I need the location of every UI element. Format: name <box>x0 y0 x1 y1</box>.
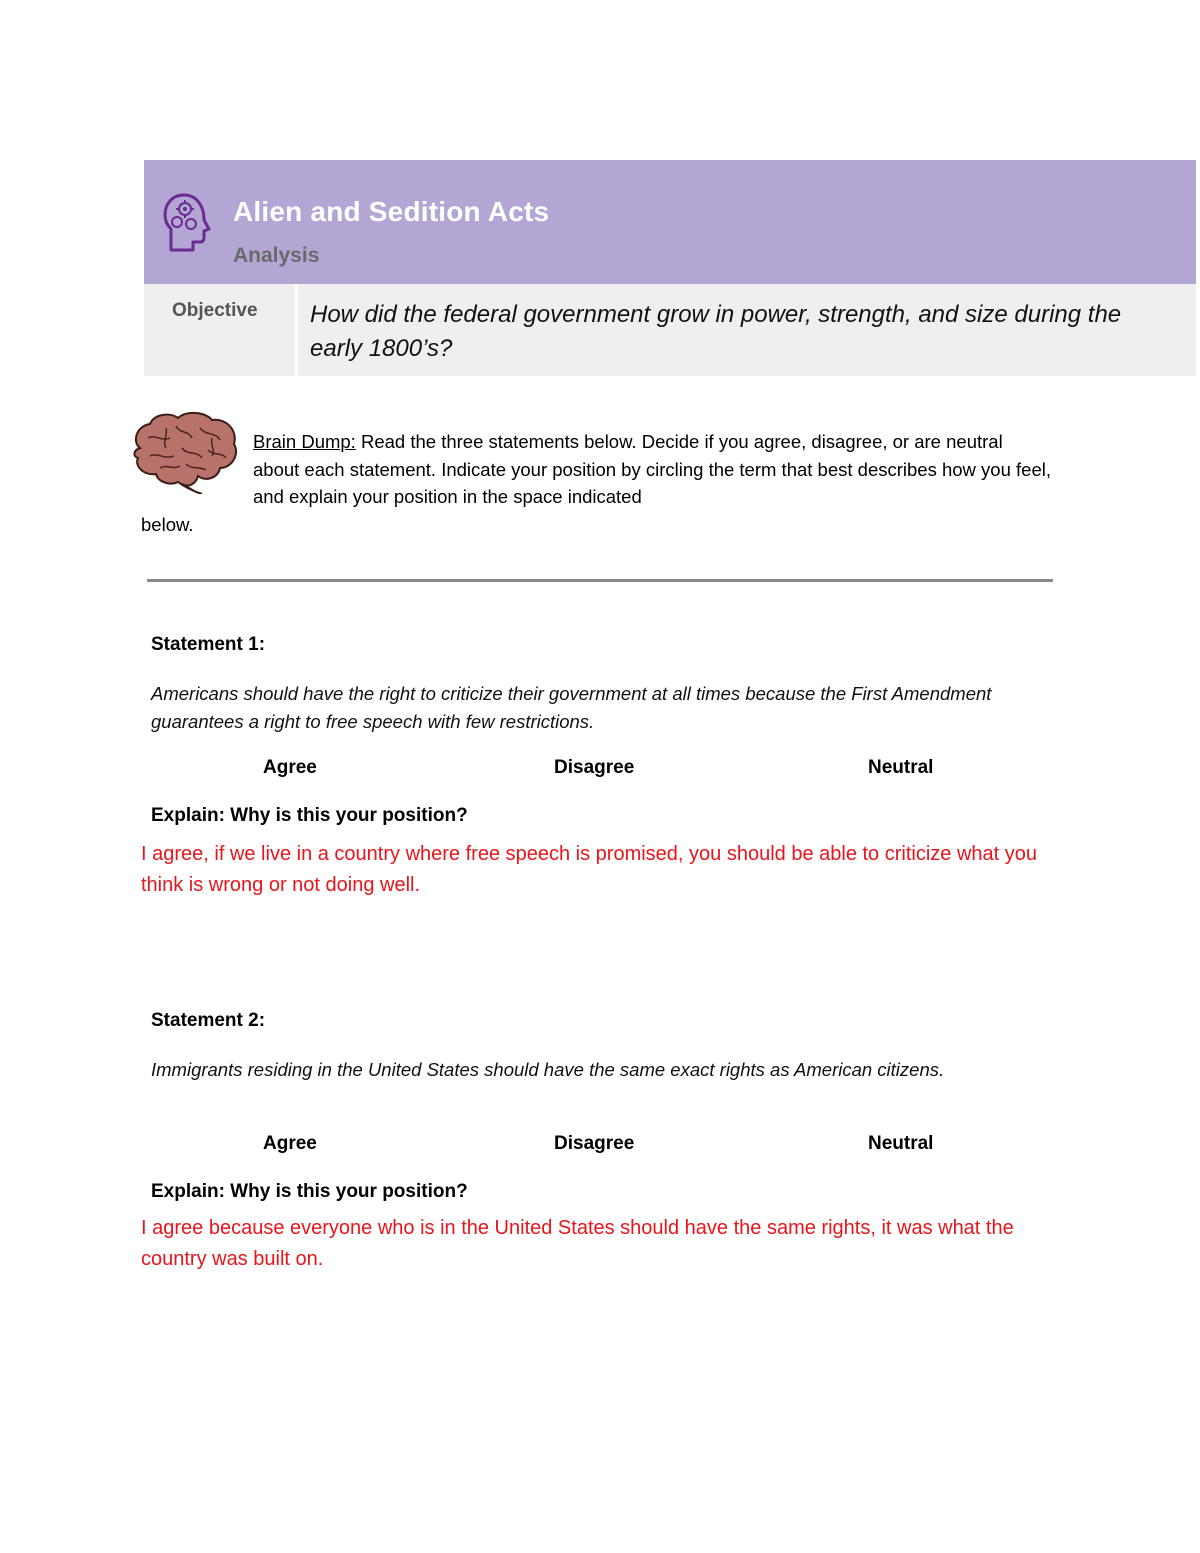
statement-1-answer[interactable]: I agree, if we live in a country where free speech is promised, you should be able to criticize what you think is wrong or not doing well. <box>141 843 1038 896</box>
statement-1-choice-agree[interactable]: Agree <box>263 757 317 778</box>
statement-2-explain-label: Explain: Why is this your position? <box>151 1181 468 1202</box>
objective-row <box>144 284 1196 376</box>
statement-2-choice-neutral[interactable]: Neutral <box>868 1133 934 1154</box>
statement-2-choice-disagree[interactable]: Disagree <box>554 1133 635 1154</box>
statement-2-text: Immigrants residing in the United States should have the same exact rights as American citizens. <box>151 1059 945 1080</box>
brain-dump-instructions <box>253 428 1053 511</box>
objective-label: Objective <box>172 300 258 321</box>
statement-2-answer[interactable]: I agree because everyone who is in the United States should have the same rights, it was what the country was built on. <box>141 1217 1014 1270</box>
statement-1-heading: Statement 1: <box>151 634 266 655</box>
statement-1-choice-neutral[interactable]: Neutral <box>868 757 934 778</box>
statement-1-choice-disagree[interactable]: Disagree <box>554 757 635 778</box>
brain-dump-text-tail: below. <box>141 514 194 535</box>
objective-label-cell <box>144 284 298 376</box>
brain-image <box>126 408 242 494</box>
document-title: Alien and Sedition Acts <box>233 196 550 227</box>
objective-question: How did the federal government grow in power, strength, and size during the early 1800’s? <box>310 301 1122 362</box>
statement-2-heading: Statement 2: <box>151 1010 266 1031</box>
brain-dump-text: Read the three statements below. Decide if you agree, disagree, or are neutral about each statement. Indicate your position by circling the term that best describes how you feel, and explain your position in the space indicated <box>253 431 1051 507</box>
statement-1-text: Americans should have the right to criticize their government at all times because the First Amendment guarantees a right to free speech with few restrictions. <box>151 683 992 732</box>
header-band <box>144 160 1196 284</box>
head-gear-icon <box>162 192 212 254</box>
brain-dump-label: Brain Dump: <box>253 431 356 452</box>
statement-1-explain-label: Explain: Why is this your position? <box>151 805 468 826</box>
statement-2-choice-agree[interactable]: Agree <box>263 1133 317 1154</box>
section-divider <box>147 579 1053 582</box>
document-subtitle: Analysis <box>233 244 320 267</box>
